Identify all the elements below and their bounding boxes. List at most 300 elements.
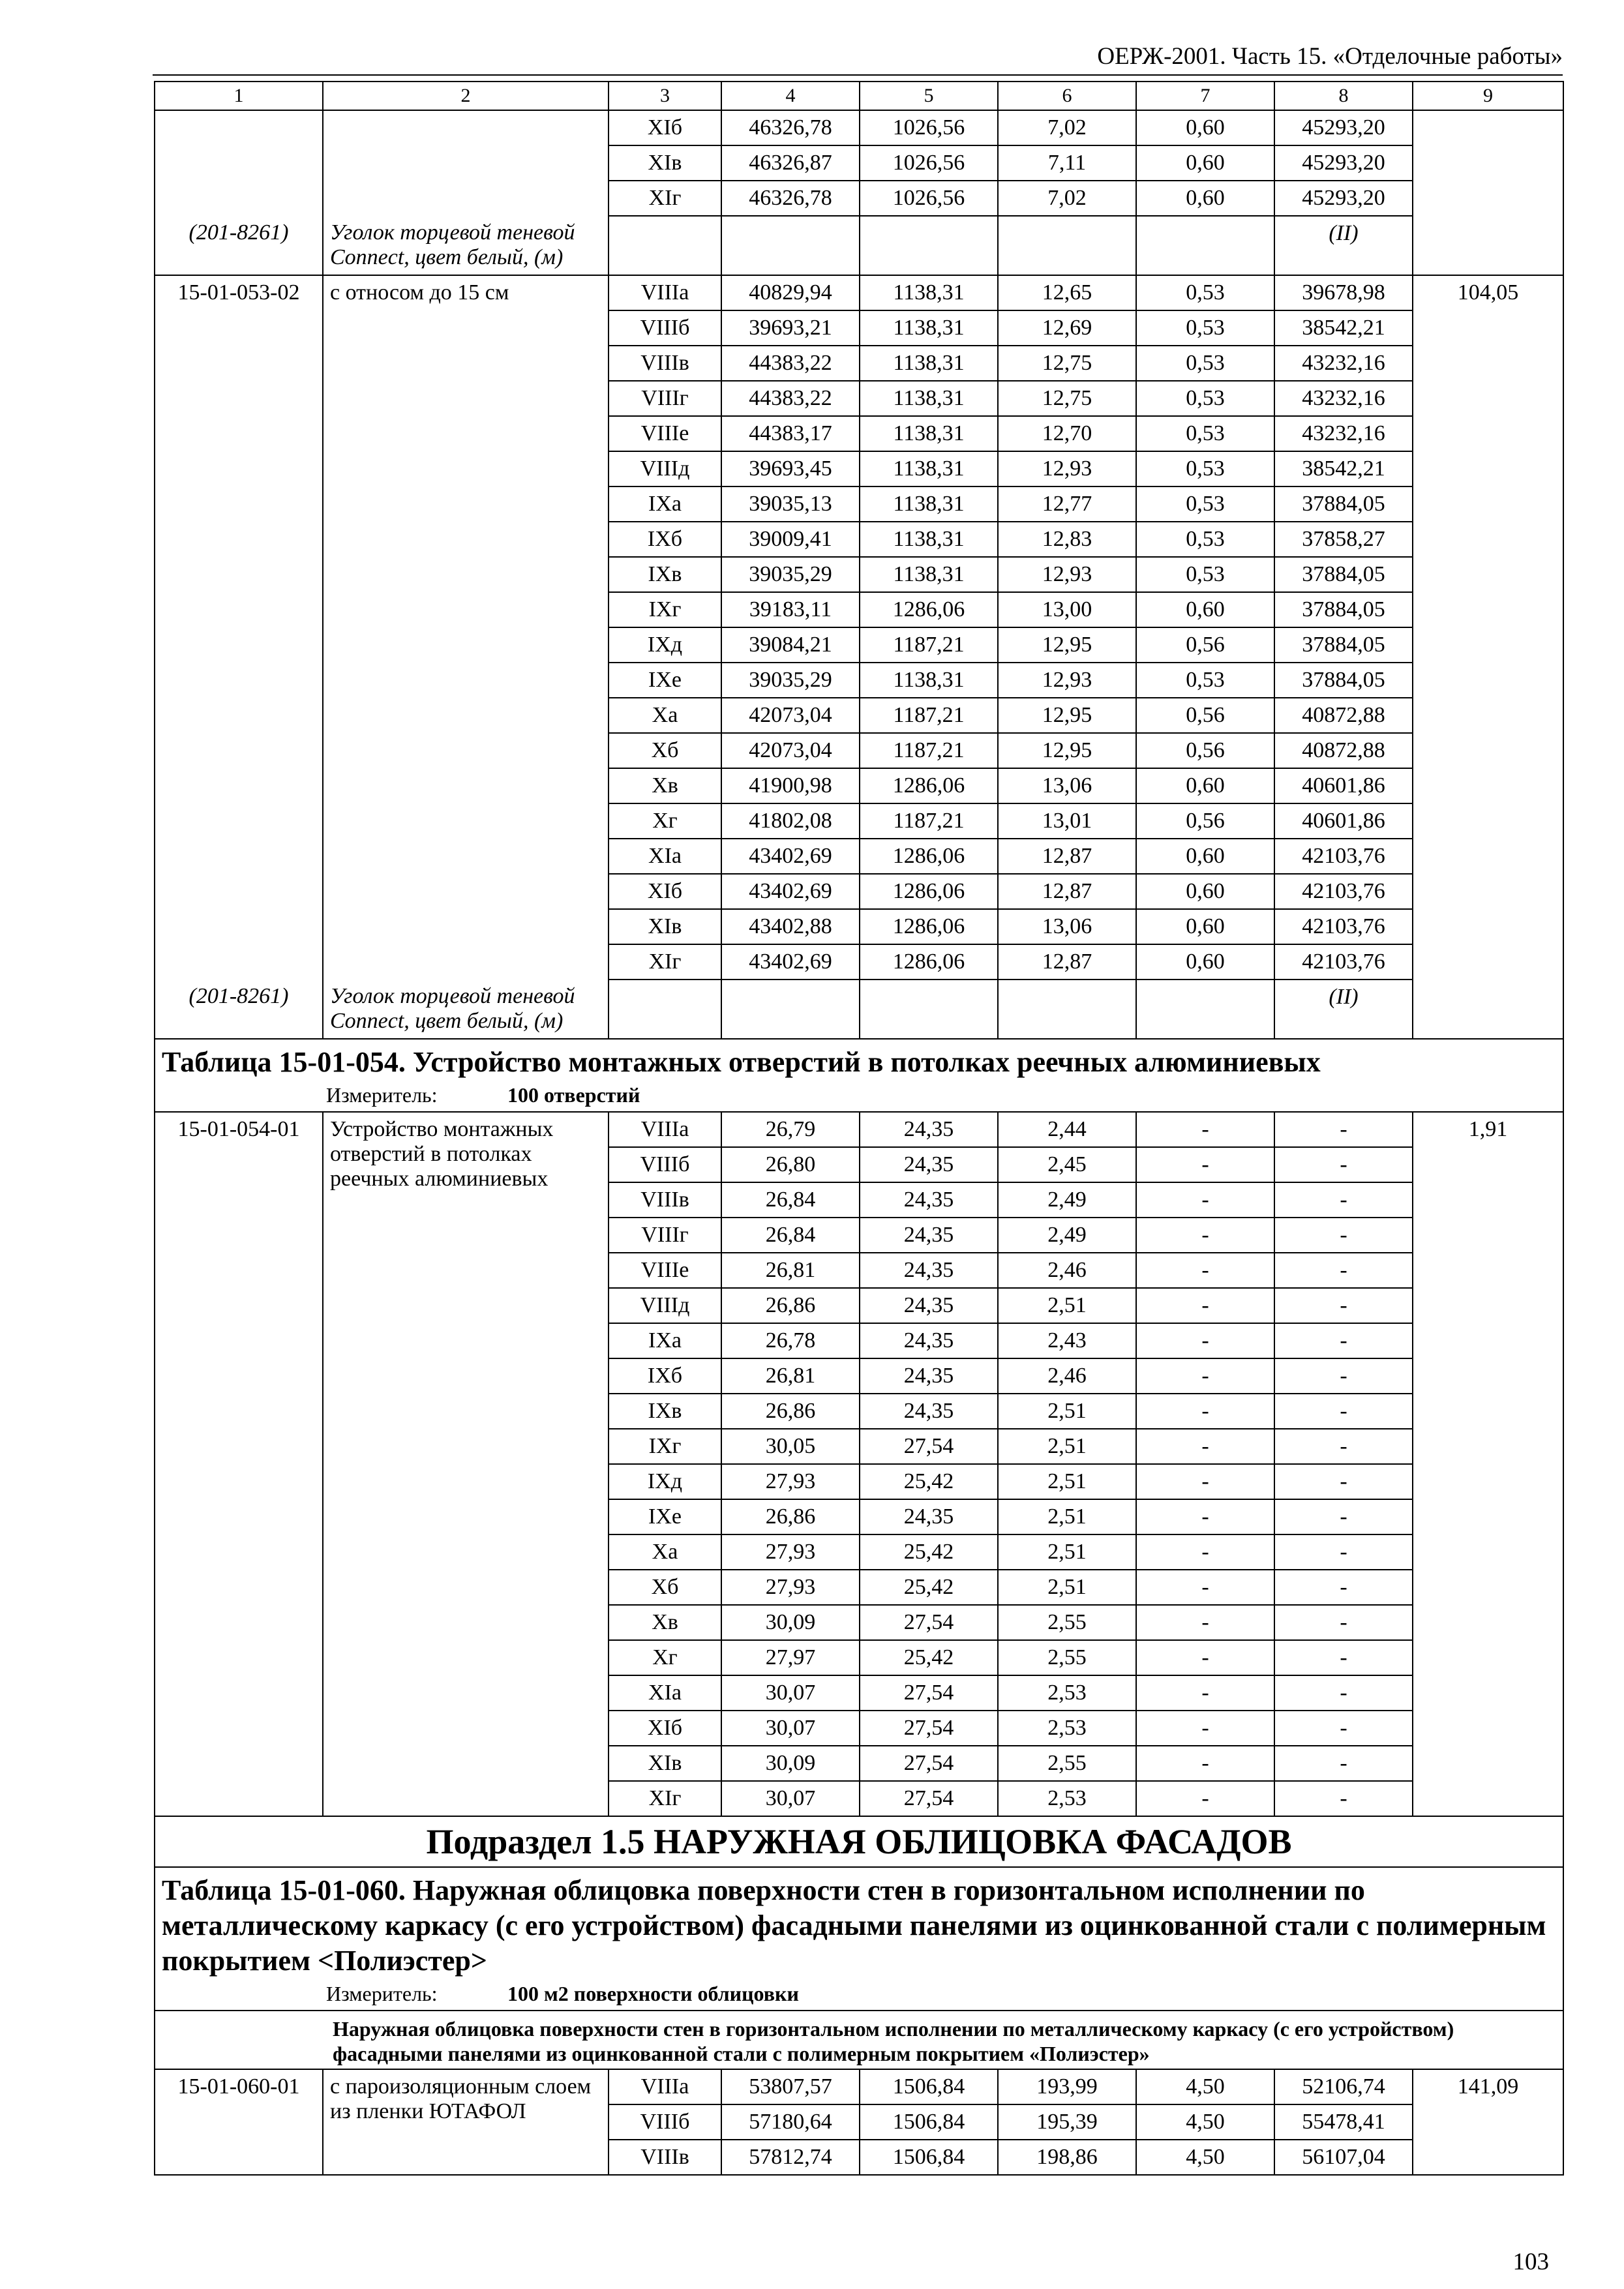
value-cell: 1286,06 xyxy=(860,874,998,909)
value-cell: - xyxy=(1274,1605,1413,1640)
rate-code: 15-01-060-01 xyxy=(155,2069,323,2175)
value-cell: - xyxy=(1136,1781,1274,1816)
value-cell: - xyxy=(1136,1675,1274,1711)
value-cell: 39183,11 xyxy=(721,592,860,627)
value-cell: 0,53 xyxy=(1136,663,1274,698)
value-cell: 27,54 xyxy=(860,1605,998,1640)
value-cell: 24,35 xyxy=(860,1182,998,1218)
value-cell: 1138,31 xyxy=(860,486,998,522)
value-cell: 2,55 xyxy=(998,1640,1136,1675)
value-cell: - xyxy=(1136,1112,1274,1147)
column-number: 7 xyxy=(1136,82,1274,110)
value-cell: - xyxy=(1274,1323,1413,1358)
zone-cell: VIIIа xyxy=(609,275,721,310)
measure-value: 100 отверстий xyxy=(507,1083,640,1107)
zone-cell: Xа xyxy=(609,698,721,733)
value-cell: 24,35 xyxy=(860,1499,998,1534)
value-cell: 2,51 xyxy=(998,1570,1136,1605)
value-cell: 24,35 xyxy=(860,1218,998,1253)
value-cell: - xyxy=(1136,1429,1274,1464)
zone-cell: IXв xyxy=(609,1394,721,1429)
value-cell: 42073,04 xyxy=(721,733,860,768)
zone-cell: Xв xyxy=(609,768,721,803)
value-cell: 0,56 xyxy=(1136,733,1274,768)
value-cell: 30,07 xyxy=(721,1781,860,1816)
value-cell: 1286,06 xyxy=(860,768,998,803)
value-cell: 0,60 xyxy=(1136,181,1274,216)
value-cell: 26,86 xyxy=(721,1499,860,1534)
value-cell: 0,60 xyxy=(1136,909,1274,944)
zone-cell: Xа xyxy=(609,1534,721,1570)
value-cell: 2,46 xyxy=(998,1253,1136,1288)
table-title: Таблица 15-01-054. Устройство монтажных отверстий в потолках реечных алюминиевых xyxy=(155,1039,1563,1083)
value-cell: 2,55 xyxy=(998,1605,1136,1640)
value-cell: 1138,31 xyxy=(860,557,998,592)
value-cell: 1286,06 xyxy=(860,839,998,874)
value-cell: 7,02 xyxy=(998,181,1136,216)
value-cell: - xyxy=(1136,1147,1274,1182)
value-cell: 40872,88 xyxy=(1274,698,1413,733)
value-cell: 46326,87 xyxy=(721,145,860,181)
rate-name: с пароизоляционным слоем из пленки ЮТАФОЛ xyxy=(323,2069,609,2175)
table-title-row xyxy=(155,1867,1563,1981)
value-cell: 57812,74 xyxy=(721,2140,860,2175)
value-cell: 39035,29 xyxy=(721,663,860,698)
material-note: (II) xyxy=(1274,216,1413,275)
material-row xyxy=(155,216,1563,275)
value-cell: 37884,05 xyxy=(1274,627,1413,663)
value-cell: - xyxy=(1274,1781,1413,1816)
zone-cell: VIIIд xyxy=(609,1288,721,1323)
page-header xyxy=(153,40,1563,76)
value-cell: 27,54 xyxy=(860,1711,998,1746)
value-cell: 26,79 xyxy=(721,1112,860,1147)
value-cell: 0,53 xyxy=(1136,310,1274,346)
value-cell: 1026,56 xyxy=(860,181,998,216)
value-cell: 2,51 xyxy=(998,1429,1136,1464)
value-cell: 30,07 xyxy=(721,1675,860,1711)
value-cell: 39693,45 xyxy=(721,451,860,486)
zone-cell: XIв xyxy=(609,909,721,944)
value-cell: 2,53 xyxy=(998,1781,1136,1816)
column-number: 5 xyxy=(860,82,998,110)
value-cell: 12,87 xyxy=(998,839,1136,874)
page-number: 103 xyxy=(1512,2249,1549,2275)
zone-cell: IXб xyxy=(609,1358,721,1394)
measure-cell xyxy=(155,1981,1563,2011)
value-cell: - xyxy=(1274,1711,1413,1746)
value-cell: 0,60 xyxy=(1136,110,1274,145)
zone-cell: VIIIб xyxy=(609,2104,721,2140)
value-cell: - xyxy=(1274,1464,1413,1499)
zone-cell: VIIIе xyxy=(609,416,721,451)
value-cell: - xyxy=(1274,1358,1413,1394)
zone-cell: IXа xyxy=(609,486,721,522)
value-cell: 27,54 xyxy=(860,1746,998,1781)
value-cell: 1506,84 xyxy=(860,2104,998,2140)
value-cell: 25,42 xyxy=(860,1464,998,1499)
zone-cell: IXд xyxy=(609,627,721,663)
value-cell: - xyxy=(1274,1499,1413,1534)
value-cell: 27,93 xyxy=(721,1464,860,1499)
empty-cell xyxy=(860,216,998,275)
value-cell: 45293,20 xyxy=(1274,145,1413,181)
value-cell: 26,78 xyxy=(721,1323,860,1358)
value-cell: - xyxy=(1274,1570,1413,1605)
value-cell: 37884,05 xyxy=(1274,486,1413,522)
value-cell: 26,84 xyxy=(721,1218,860,1253)
value-cell: 0,60 xyxy=(1136,145,1274,181)
value-cell: 1026,56 xyxy=(860,110,998,145)
value-cell: - xyxy=(1136,1499,1274,1534)
header-title: ОЕРЖ-2001. Часть 15. «Отделочные работы» xyxy=(1097,43,1563,70)
table-row xyxy=(155,1112,1563,1147)
value-cell: 30,07 xyxy=(721,1711,860,1746)
value-cell: 39035,29 xyxy=(721,557,860,592)
value-cell: 44383,22 xyxy=(721,381,860,416)
value-cell: 2,53 xyxy=(998,1675,1136,1711)
zone-cell: IXе xyxy=(609,663,721,698)
zone-cell: VIIIе xyxy=(609,1253,721,1288)
value-cell: 193,99 xyxy=(998,2069,1136,2104)
value-cell: 2,51 xyxy=(998,1464,1136,1499)
rate-name: с относом до 15 см xyxy=(323,275,609,980)
value-cell: 37858,27 xyxy=(1274,522,1413,557)
zone-cell: XIв xyxy=(609,1746,721,1781)
zone-cell: Xб xyxy=(609,1570,721,1605)
value-cell: 30,05 xyxy=(721,1429,860,1464)
column-number: 3 xyxy=(609,82,721,110)
value-cell: 195,39 xyxy=(998,2104,1136,2140)
price-table xyxy=(154,81,1563,2176)
value-cell: 26,81 xyxy=(721,1253,860,1288)
zone-cell: VIIIв xyxy=(609,2140,721,2175)
value-cell: 198,86 xyxy=(998,2140,1136,2175)
zone-cell: VIIIд xyxy=(609,451,721,486)
value-cell: 13,06 xyxy=(998,768,1136,803)
value-cell: 25,42 xyxy=(860,1570,998,1605)
value-cell: 1187,21 xyxy=(860,698,998,733)
value-cell: 2,55 xyxy=(998,1746,1136,1781)
value-cell: 1138,31 xyxy=(860,451,998,486)
value-cell: 12,69 xyxy=(998,310,1136,346)
subsection-row xyxy=(155,1816,1563,1867)
zone-cell: XIб xyxy=(609,874,721,909)
value-cell: 2,51 xyxy=(998,1394,1136,1429)
value-cell: 4,50 xyxy=(1136,2104,1274,2140)
value-cell: 24,35 xyxy=(860,1288,998,1323)
value-cell: 2,53 xyxy=(998,1711,1136,1746)
value-cell: 24,35 xyxy=(860,1323,998,1358)
value-cell: 7,02 xyxy=(998,110,1136,145)
value-cell: - xyxy=(1136,1358,1274,1394)
value-cell: 26,80 xyxy=(721,1147,860,1182)
value-cell: 12,75 xyxy=(998,381,1136,416)
value-cell: 43232,16 xyxy=(1274,381,1413,416)
value-cell: 24,35 xyxy=(860,1147,998,1182)
value-cell: 27,54 xyxy=(860,1781,998,1816)
value-cell: 1138,31 xyxy=(860,663,998,698)
value-cell: 1138,31 xyxy=(860,381,998,416)
value-cell: 38542,21 xyxy=(1274,451,1413,486)
col9-cell: 104,05 xyxy=(1413,275,1563,1039)
value-cell: 12,83 xyxy=(998,522,1136,557)
value-cell: 39678,98 xyxy=(1274,275,1413,310)
value-cell: 25,42 xyxy=(860,1640,998,1675)
value-cell: 44383,17 xyxy=(721,416,860,451)
value-cell: 12,95 xyxy=(998,627,1136,663)
value-cell: 27,97 xyxy=(721,1640,860,1675)
value-cell: 1286,06 xyxy=(860,592,998,627)
value-cell: 1026,56 xyxy=(860,145,998,181)
empty-cell xyxy=(721,216,860,275)
value-cell: 1138,31 xyxy=(860,522,998,557)
value-cell: 55478,41 xyxy=(1274,2104,1413,2140)
value-cell: 7,11 xyxy=(998,145,1136,181)
value-cell: - xyxy=(1136,1218,1274,1253)
value-cell: 0,53 xyxy=(1136,522,1274,557)
zone-cell: VIIIб xyxy=(609,310,721,346)
material-row xyxy=(155,980,1563,1039)
empty-cell xyxy=(1136,980,1274,1039)
value-cell: 12,93 xyxy=(998,557,1136,592)
rate-name: Устройство монтажных отверстий в потолках реечных алюминиевых xyxy=(323,1112,609,1816)
value-cell: 2,49 xyxy=(998,1218,1136,1253)
zone-cell: IXа xyxy=(609,1323,721,1358)
value-cell: 4,50 xyxy=(1136,2069,1274,2104)
zone-cell: VIIIв xyxy=(609,1182,721,1218)
zone-cell: Xг xyxy=(609,803,721,839)
value-cell: - xyxy=(1274,1147,1413,1182)
value-cell: 45293,20 xyxy=(1274,110,1413,145)
value-cell: 0,53 xyxy=(1136,275,1274,310)
value-cell: - xyxy=(1274,1182,1413,1218)
value-cell: 2,49 xyxy=(998,1182,1136,1218)
value-cell: 1138,31 xyxy=(860,275,998,310)
zone-cell: VIIIв xyxy=(609,346,721,381)
measure-label: Измеритель: xyxy=(326,1982,438,2005)
measure-row xyxy=(155,1981,1563,2011)
table-title: Таблица 15-01-060. Наружная облицовка поверхности стен в горизонтальном исполнении по металлическому каркасу (с его устройством) фасадными панелями из оцинкованной стали с полимерным покрытием <Полиэстер> xyxy=(155,1867,1563,1981)
value-cell: 13,06 xyxy=(998,909,1136,944)
column-number: 2 xyxy=(323,82,609,110)
zone-cell: VIIIб xyxy=(609,1147,721,1182)
value-cell: 27,54 xyxy=(860,1675,998,1711)
value-cell: - xyxy=(1274,1288,1413,1323)
value-cell: 40601,86 xyxy=(1274,768,1413,803)
value-cell: 37884,05 xyxy=(1274,663,1413,698)
rate-code: 15-01-054-01 xyxy=(155,1112,323,1816)
material-code: (201-8261) xyxy=(155,216,323,275)
zone-cell: VIIIа xyxy=(609,2069,721,2104)
value-cell: 40829,94 xyxy=(721,275,860,310)
column-number-row xyxy=(155,82,1563,110)
empty-cell xyxy=(998,216,1136,275)
value-cell: 0,60 xyxy=(1136,944,1274,980)
zone-cell: IXг xyxy=(609,1429,721,1464)
material-name: Уголок торцевой теневой Connect, цвет белый, (м) xyxy=(323,216,609,275)
column-number: 9 xyxy=(1413,82,1563,110)
value-cell: 43232,16 xyxy=(1274,346,1413,381)
value-cell: 24,35 xyxy=(860,1394,998,1429)
column-number: 6 xyxy=(998,82,1136,110)
empty-cell xyxy=(860,980,998,1039)
value-cell: - xyxy=(1136,1182,1274,1218)
zone-cell: XIб xyxy=(609,110,721,145)
value-cell: 1138,31 xyxy=(860,310,998,346)
material-note: (II) xyxy=(1274,980,1413,1039)
zone-cell: IXд xyxy=(609,1464,721,1499)
zone-cell: XIг xyxy=(609,944,721,980)
value-cell: 39009,41 xyxy=(721,522,860,557)
value-cell: - xyxy=(1136,1464,1274,1499)
value-cell: 42103,76 xyxy=(1274,944,1413,980)
value-cell: 0,53 xyxy=(1136,451,1274,486)
value-cell: 1286,06 xyxy=(860,944,998,980)
value-cell: 2,45 xyxy=(998,1147,1136,1182)
table-row xyxy=(155,110,1563,145)
value-cell: 0,56 xyxy=(1136,627,1274,663)
value-cell: 42073,04 xyxy=(721,698,860,733)
zone-cell: XIа xyxy=(609,1675,721,1711)
value-cell: 2,44 xyxy=(998,1112,1136,1147)
value-cell: - xyxy=(1136,1394,1274,1429)
empty-cell xyxy=(609,216,721,275)
rates-table xyxy=(154,81,1564,2176)
value-cell: - xyxy=(1136,1253,1274,1288)
material-name: Уголок торцевой теневой Connect, цвет белый, (м) xyxy=(323,980,609,1039)
value-cell: 46326,78 xyxy=(721,181,860,216)
table-row xyxy=(155,2069,1563,2104)
value-cell: 26,86 xyxy=(721,1394,860,1429)
table-description: Наружная облицовка поверхности стен в горизонтальном исполнении по металлическому каркасу (с его устройством) фасадными панелями из оцинкованной стали с полимерным покрытием «Полиэстер» xyxy=(155,2011,1563,2069)
value-cell: 40601,86 xyxy=(1274,803,1413,839)
value-cell: - xyxy=(1136,1640,1274,1675)
value-cell: 1506,84 xyxy=(860,2140,998,2175)
value-cell: 43232,16 xyxy=(1274,416,1413,451)
value-cell: 1187,21 xyxy=(860,733,998,768)
value-cell: 1506,84 xyxy=(860,2069,998,2104)
value-cell: 2,43 xyxy=(998,1323,1136,1358)
value-cell: 0,53 xyxy=(1136,416,1274,451)
rate-code xyxy=(155,110,323,216)
measure-cell xyxy=(155,1083,1563,1112)
col9-cell xyxy=(1413,110,1563,275)
value-cell: 12,93 xyxy=(998,663,1136,698)
value-cell: - xyxy=(1274,1746,1413,1781)
value-cell: 39035,13 xyxy=(721,486,860,522)
value-cell: 0,60 xyxy=(1136,874,1274,909)
value-cell: 43402,69 xyxy=(721,944,860,980)
value-cell: 24,35 xyxy=(860,1253,998,1288)
value-cell: 12,70 xyxy=(998,416,1136,451)
zone-cell: VIIIг xyxy=(609,1218,721,1253)
zone-cell: IXе xyxy=(609,1499,721,1534)
value-cell: 46326,78 xyxy=(721,110,860,145)
zone-cell: Xв xyxy=(609,1605,721,1640)
rate-name xyxy=(323,110,609,216)
value-cell: - xyxy=(1274,1640,1413,1675)
value-cell: 42103,76 xyxy=(1274,839,1413,874)
zone-cell: XIг xyxy=(609,181,721,216)
value-cell: - xyxy=(1136,1534,1274,1570)
empty-cell xyxy=(609,980,721,1039)
value-cell: - xyxy=(1136,1605,1274,1640)
value-cell: 0,60 xyxy=(1136,592,1274,627)
value-cell: 4,50 xyxy=(1136,2140,1274,2175)
value-cell: 56107,04 xyxy=(1274,2140,1413,2175)
zone-cell: IXг xyxy=(609,592,721,627)
value-cell: - xyxy=(1136,1288,1274,1323)
zone-cell: IXв xyxy=(609,557,721,592)
value-cell: 0,56 xyxy=(1136,803,1274,839)
value-cell: 27,93 xyxy=(721,1570,860,1605)
value-cell: 41802,08 xyxy=(721,803,860,839)
zone-cell: XIа xyxy=(609,839,721,874)
value-cell: 26,86 xyxy=(721,1288,860,1323)
zone-cell: XIг xyxy=(609,1781,721,1816)
value-cell: 0,53 xyxy=(1136,346,1274,381)
value-cell: 27,93 xyxy=(721,1534,860,1570)
value-cell: 37884,05 xyxy=(1274,592,1413,627)
zone-cell: VIIIг xyxy=(609,381,721,416)
empty-cell xyxy=(1136,216,1274,275)
zone-cell: Xб xyxy=(609,733,721,768)
value-cell: 2,51 xyxy=(998,1534,1136,1570)
zone-cell: VIIIа xyxy=(609,1112,721,1147)
value-cell: 12,95 xyxy=(998,698,1136,733)
value-cell: 12,65 xyxy=(998,275,1136,310)
zone-cell: IXб xyxy=(609,522,721,557)
value-cell: 45293,20 xyxy=(1274,181,1413,216)
value-cell: - xyxy=(1274,1429,1413,1464)
value-cell: 1187,21 xyxy=(860,803,998,839)
value-cell: 1286,06 xyxy=(860,909,998,944)
description-row xyxy=(155,2011,1563,2069)
value-cell: 12,75 xyxy=(998,346,1136,381)
col9-cell: 1,91 xyxy=(1413,1112,1563,1816)
value-cell: 26,84 xyxy=(721,1182,860,1218)
value-cell: 44383,22 xyxy=(721,346,860,381)
value-cell: - xyxy=(1274,1218,1413,1253)
table-title-row xyxy=(155,1039,1563,1083)
value-cell: 12,77 xyxy=(998,486,1136,522)
measure-row xyxy=(155,1083,1563,1112)
value-cell: 12,95 xyxy=(998,733,1136,768)
value-cell: 1138,31 xyxy=(860,346,998,381)
value-cell: 27,54 xyxy=(860,1429,998,1464)
value-cell: 42103,76 xyxy=(1274,874,1413,909)
value-cell: - xyxy=(1274,1534,1413,1570)
value-cell: 0,53 xyxy=(1136,557,1274,592)
zone-cell: XIб xyxy=(609,1711,721,1746)
value-cell: 40872,88 xyxy=(1274,733,1413,768)
table-row xyxy=(155,275,1563,310)
value-cell: 2,51 xyxy=(998,1288,1136,1323)
value-cell: 0,56 xyxy=(1136,698,1274,733)
zone-cell: XIв xyxy=(609,145,721,181)
value-cell: - xyxy=(1274,1112,1413,1147)
value-cell: 43402,69 xyxy=(721,874,860,909)
subsection-title: Подраздел 1.5 НАРУЖНАЯ ОБЛИЦОВКА ФАСАДОВ xyxy=(155,1816,1563,1867)
value-cell: 1187,21 xyxy=(860,627,998,663)
value-cell: 13,00 xyxy=(998,592,1136,627)
column-number: 1 xyxy=(155,82,323,110)
value-cell: 2,46 xyxy=(998,1358,1136,1394)
zone-cell: Xг xyxy=(609,1640,721,1675)
value-cell: 0,53 xyxy=(1136,486,1274,522)
empty-cell xyxy=(998,980,1136,1039)
